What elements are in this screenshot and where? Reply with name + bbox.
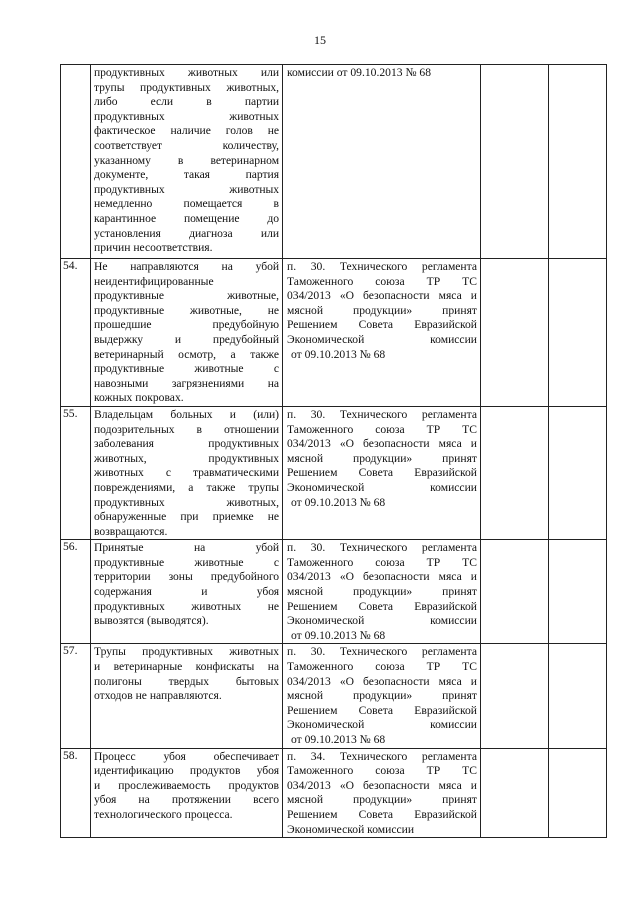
row-number: 58.	[61, 748, 91, 838]
reference-line: Решением Совета Евразийской	[287, 318, 477, 332]
reference-cell	[283, 259, 481, 407]
reference-line: Таможенного союза ТР ТС	[287, 660, 477, 674]
table-row	[61, 406, 607, 539]
requirement-line: установления диагноза или	[94, 226, 279, 240]
requirement-line: неидентифицированные	[94, 274, 214, 288]
reference-line: Решением Совета Евразийской	[287, 466, 477, 480]
requirements-table	[60, 64, 607, 838]
requirement-line: Не направляются на убой	[94, 260, 279, 273]
reference-line: 034/2013 «О безопасности мяса и	[287, 570, 477, 584]
requirement-line: причин несоответствия.	[94, 241, 213, 255]
reference-line: п. 30. Технического регламента	[287, 260, 477, 273]
requirement-line: Принятые на убой	[94, 541, 279, 555]
reference-line: 034/2013 «О безопасности мяса и	[287, 437, 477, 451]
row-number: 57.	[61, 644, 91, 748]
reference-cell	[283, 406, 481, 539]
reference-line: п. 30. Технического регламента	[287, 541, 477, 555]
requirement-line: территории зоны предубойного	[94, 570, 279, 584]
reference-line: комиссии от 09.10.2013 № 68	[287, 66, 431, 79]
reference-line: Экономической комиссии	[287, 822, 415, 836]
requirement-cell	[91, 748, 283, 838]
reference-cell	[283, 644, 481, 748]
note-cell	[549, 406, 607, 539]
note-cell	[549, 748, 607, 838]
reference-line: Решением Совета Евразийской	[287, 599, 477, 613]
row-number	[61, 65, 91, 259]
requirement-line: соответствует количеству,	[94, 138, 279, 152]
requirement-cell	[91, 259, 283, 407]
requirement-line: убоя на протяжении всего	[94, 793, 279, 807]
note-cell	[549, 65, 607, 259]
requirement-line: вывозятся (выводятся).	[94, 614, 209, 628]
note-cell	[549, 644, 607, 748]
reference-line: Таможенного союза ТР ТС	[287, 274, 477, 288]
reference-line: Экономической комиссии	[287, 718, 477, 732]
answer-cell	[481, 259, 549, 407]
requirement-line: либо если в партии	[94, 95, 279, 109]
requirement-line: технологического процесса.	[94, 807, 233, 821]
requirement-line: отходов не направляются.	[94, 689, 222, 703]
reference-line: Таможенного союза ТР ТС	[287, 422, 477, 436]
requirement-line: продуктивные животные с	[94, 362, 279, 376]
requirement-cell	[91, 540, 283, 644]
requirement-line: прошедшие предубойную	[94, 318, 279, 332]
requirement-cell	[91, 65, 283, 259]
requirement-cell	[91, 406, 283, 539]
reference-line: от 09.10.2013 № 68	[291, 495, 386, 509]
answer-cell	[481, 406, 549, 539]
requirement-line: продуктивных животных не	[94, 599, 279, 613]
requirement-line: продуктивных животных,	[94, 495, 279, 509]
requirement-cell	[91, 644, 283, 748]
reference-line: от 09.10.2013 № 68	[291, 628, 386, 642]
requirement-line: подозрительных в отношении	[94, 422, 279, 436]
requirement-line: возвращаются.	[94, 524, 168, 538]
requirement-line: указанному в ветеринарном	[94, 153, 279, 167]
requirement-line: навозными загрязнениями на	[94, 376, 279, 390]
reference-line: мясной продукции» принят	[287, 793, 477, 807]
requirement-line: Владельцам больных и (или)	[94, 407, 279, 421]
requirement-line: трупы продуктивных животных,	[94, 80, 279, 94]
requirement-line: немедленно помещается в	[94, 197, 279, 211]
reference-line: п. 34. Технического регламента	[287, 749, 477, 763]
requirement-line: и ветеринарные конфискаты на	[94, 660, 279, 674]
reference-line: мясной продукции» принят	[287, 451, 477, 465]
requirement-line: кожных покровах.	[94, 391, 184, 405]
reference-line: от 09.10.2013 № 68	[291, 347, 386, 361]
note-cell	[549, 259, 607, 407]
reference-cell	[283, 65, 481, 259]
table-row	[61, 65, 607, 259]
answer-cell	[481, 65, 549, 259]
requirement-line: и прослеживаемость продуктов	[94, 778, 279, 792]
reference-line: Экономической комиссии	[287, 480, 477, 494]
requirement-line: продуктивных животных или	[94, 66, 279, 79]
reference-line: 034/2013 «О безопасности мяса и	[287, 289, 477, 303]
reference-line: мясной продукции» принят	[287, 585, 477, 599]
requirement-line: повреждениями, а также трупы	[94, 480, 279, 494]
reference-line: 034/2013 «О безопасности мяса и	[287, 674, 477, 688]
requirement-line: Процесс убоя обеспечивает	[94, 749, 279, 763]
reference-line: Таможенного союза ТР ТС	[287, 764, 477, 778]
reference-line: п. 30. Технического регламента	[287, 645, 477, 659]
requirement-line: содержания и убоя	[94, 585, 279, 599]
row-number: 55.	[61, 406, 91, 539]
table-row	[61, 259, 607, 407]
requirement-line: заболевания продуктивных	[94, 437, 279, 451]
answer-cell	[481, 748, 549, 838]
reference-line: Экономической комиссии	[287, 332, 477, 346]
reference-line: Экономической комиссии	[287, 614, 477, 628]
reference-cell	[283, 748, 481, 838]
reference-line: от 09.10.2013 № 68	[291, 733, 386, 746]
requirement-line: продуктивных животных	[94, 109, 279, 123]
requirement-line: продуктивные животные, не	[94, 303, 279, 317]
requirement-line: выдержку и предубойный	[94, 332, 279, 346]
table-row	[61, 644, 607, 748]
row-number: 56.	[61, 540, 91, 644]
page-number: 15	[314, 33, 326, 47]
reference-line: 034/2013 «О безопасности мяса и	[287, 778, 477, 792]
reference-line: Решением Совета Евразийской	[287, 807, 477, 821]
requirement-line: животных, продуктивных	[94, 451, 279, 465]
answer-cell	[481, 644, 549, 748]
requirement-line: документе, такая партия	[94, 168, 279, 182]
requirement-line: продуктивные животные с	[94, 555, 279, 569]
table-row	[61, 748, 607, 838]
reference-line: мясной продукции» принят	[287, 689, 477, 703]
requirement-line: идентификацию продуктов убоя	[94, 764, 279, 778]
reference-line: Таможенного союза ТР ТС	[287, 555, 477, 569]
requirement-line: животных с травматическими	[94, 466, 279, 480]
row-number: 54.	[61, 259, 91, 407]
table-row	[61, 540, 607, 644]
answer-cell	[481, 540, 549, 644]
reference-line: Решением Совета Евразийской	[287, 703, 477, 717]
requirement-line: продуктивных животных	[94, 182, 279, 196]
reference-cell	[283, 540, 481, 644]
requirement-line: полигоны твердых бытовых	[94, 674, 279, 688]
reference-line: п. 30. Технического регламента	[287, 407, 477, 421]
requirement-line: Трупы продуктивных животных	[94, 645, 279, 659]
requirement-line: обнаруженные при приемке не	[94, 510, 279, 524]
requirement-line: карантинное помещение до	[94, 211, 279, 225]
requirement-line: фактическое наличие голов не	[94, 124, 279, 138]
note-cell	[549, 540, 607, 644]
requirement-line: продуктивные животные,	[94, 289, 279, 303]
reference-line: мясной продукции» принят	[287, 303, 477, 317]
requirement-line: ветеринарный осмотр, а также	[94, 347, 279, 361]
